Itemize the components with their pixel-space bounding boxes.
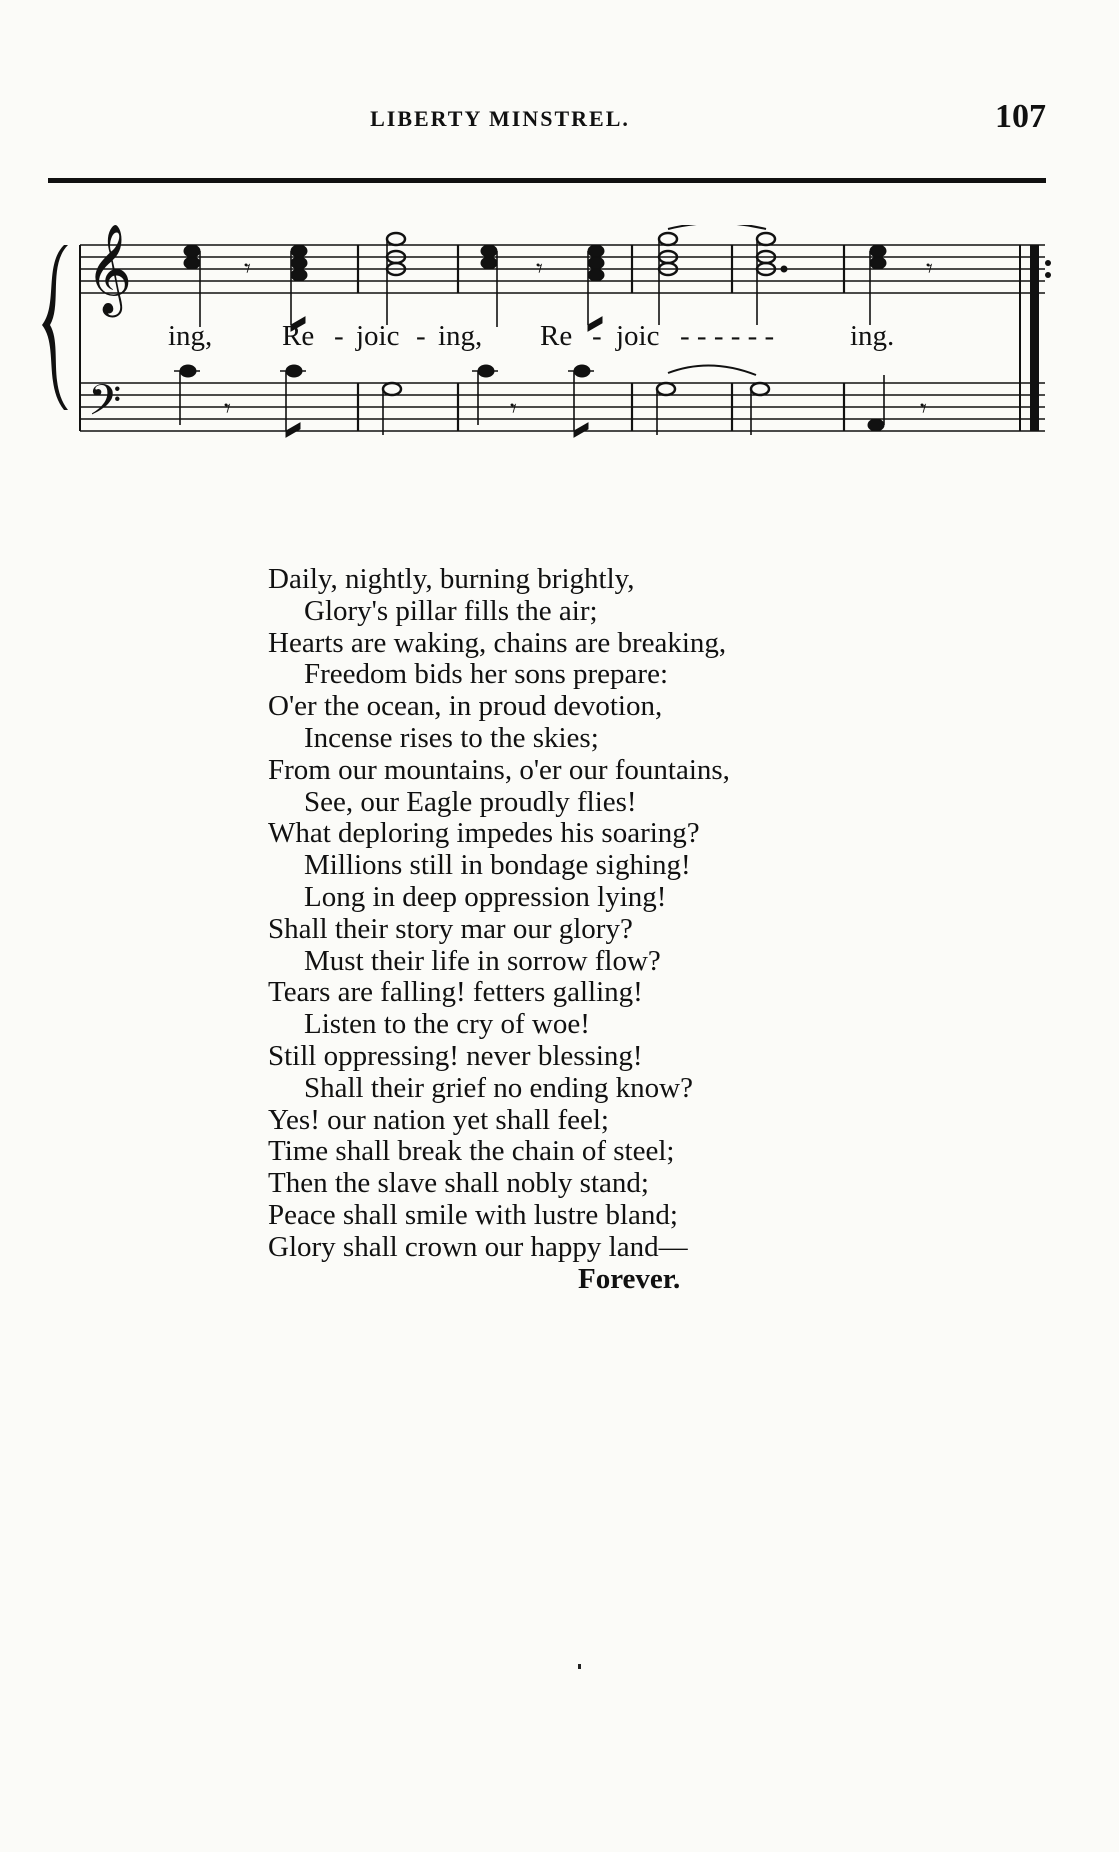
poem-line: Yes! our nation yet shall feel; [268, 1103, 609, 1136]
poem-final-word: Forever. [578, 1262, 681, 1295]
lyric-syllable: joic [356, 320, 400, 352]
bass-clef-icon: 𝄢 [88, 376, 122, 436]
svg-text:𝄾: 𝄾 [510, 394, 517, 423]
poem-line: Hearts are waking, chains are breaking, [268, 626, 727, 659]
poem-line: Listen to the cry of woe! [304, 1008, 590, 1041]
poem-line: See, our Eagle proudly flies! [304, 785, 637, 818]
poem-line: Long in deep oppression lying! [304, 880, 667, 913]
poem-line: Freedom bids her sons prepare: [304, 658, 669, 691]
treble-clef-icon: 𝄞 [86, 225, 133, 314]
poem-line: O'er the ocean, in proud devotion, [268, 690, 663, 723]
lyric-syllable: - [592, 320, 602, 352]
svg-text:𝄾: 𝄾 [536, 254, 543, 283]
poem-line: Shall their grief no ending know? [304, 1071, 693, 1104]
poem-line: Daily, nightly, burning brightly, [268, 563, 635, 595]
lyric-syllable: - - - - - - [680, 320, 775, 352]
svg-text:𝄾: 𝄾 [244, 254, 251, 283]
bass-notes [174, 365, 927, 437]
final-barline [1030, 245, 1039, 431]
poem-line: Glory shall crown our happy land— [268, 1230, 688, 1263]
running-header: LIBERTY MINSTREL. [370, 106, 630, 131]
poem-line: Then the slave shall nobly stand; [268, 1167, 649, 1200]
lyric-syllable: Re [282, 320, 315, 352]
svg-text:𝄾: 𝄾 [224, 394, 231, 423]
header-rule [48, 178, 1046, 183]
poem-line: Time shall break the chain of steel; [268, 1135, 675, 1168]
poem-line: Millions still in bondage sighing! [304, 849, 691, 882]
poem-line: Glory's pillar fills the air; [304, 594, 598, 627]
lyric-syllable: - [334, 320, 344, 352]
treble-staff [80, 245, 1045, 293]
poem-line: Peace shall smile with lustre bland; [268, 1198, 678, 1231]
poem-verse [268, 564, 908, 1295]
grand-staff-brace [42, 245, 68, 410]
music-score [40, 225, 1060, 525]
poem-line: From our mountains, o'er our fountains, [268, 753, 730, 786]
lyric-syllable: ing. [850, 320, 895, 352]
print-speck [578, 1664, 581, 1669]
poem-line: Must their life in sorrow flow? [304, 944, 661, 977]
poem-line: Tears are falling! fetters galling! [268, 976, 643, 1009]
lyric-syllable: ing, [438, 320, 483, 352]
poem-line: What deploring impedes his soaring? [268, 817, 700, 850]
poem-line: Still oppressing! never blessing! [268, 1039, 643, 1072]
treble-notes [184, 225, 933, 331]
poem-line: Shall their story mar our glory? [268, 912, 633, 945]
lyric-syllable: Re [540, 320, 573, 352]
lyrics [168, 320, 894, 352]
lyric-syllable: - [416, 320, 426, 352]
poem-line: Incense rises to the skies; [304, 721, 599, 754]
page-number: 107 [995, 98, 1046, 135]
lyric-syllable: joic [616, 320, 660, 352]
svg-text:𝄾: 𝄾 [926, 254, 933, 283]
lyric-syllable: ing, [168, 320, 213, 352]
svg-text:𝄾: 𝄾 [920, 394, 927, 423]
